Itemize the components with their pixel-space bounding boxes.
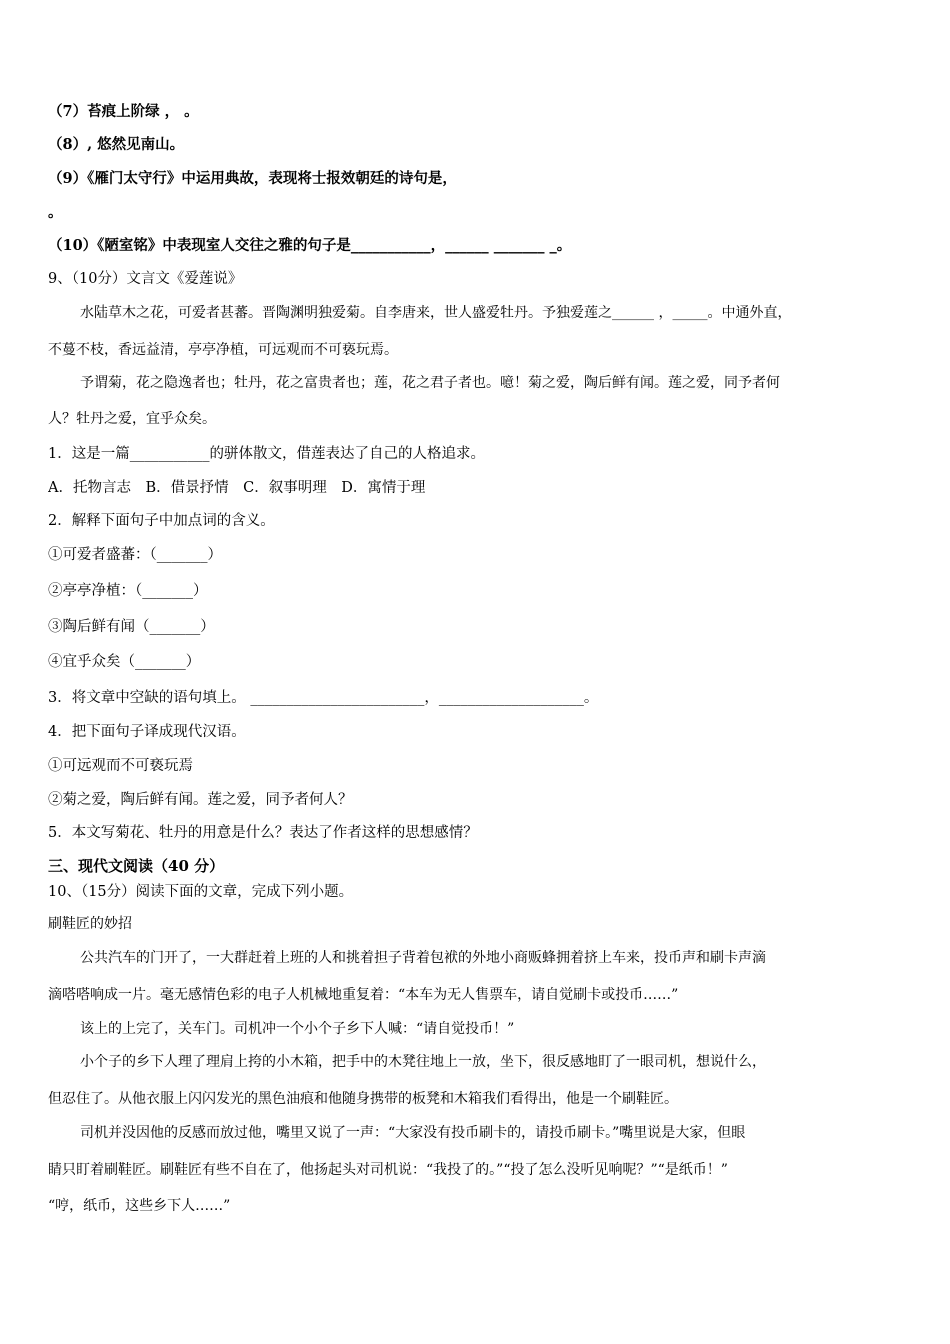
- sub-question-5: 5．本文写菊花、牡丹的用意是什么？表达了作者这样的思想感情？: [48, 825, 478, 841]
- article-paragraph-4-line-3: “哼，纸币，这些乡下人……”: [48, 1198, 231, 1214]
- passage-paragraph-2-line-2: 人？牡丹之爱，宜乎众矣。: [48, 411, 216, 427]
- article-paragraph-1-line-2: 滴嗒嗒响成一片。毫无感情色彩的电子人机械地重复着：“本车为无人售票车，请自觉刷卡或投币……”: [48, 987, 679, 1003]
- q10-line: （10）《陋室铭》中表现室人交往之雅的句子是___________，______ _______ _。: [48, 237, 572, 254]
- q8-line: （8）, 悠然见南山。: [48, 136, 185, 153]
- q9-line-cont: 。: [48, 204, 63, 221]
- article-paragraph-1-line-1: 公共汽车的门开了，一大群赶着上班的人和挑着担子背着包袱的外地小商贩蜂拥着挤上车来，投币声和刷卡声滴: [80, 950, 766, 966]
- q7-line: （7）苔痕上阶绿 ， 。: [48, 103, 199, 120]
- q9-line: （9）《雁门太守行》中运用典故，表现将士报效朝廷的诗句是，: [48, 170, 457, 187]
- article-paragraph-4-line-1: 司机并没因他的反感而放过他，嘴里又说了一声：“大家没有投币刷卡的，请投币刷卡。”嘴里说是大家，但眼: [80, 1125, 746, 1141]
- sub-question-2: 2．解释下面句子中加点词的含义。: [48, 513, 275, 529]
- question-9-heading: 9、（10分）文言文《爱莲说》: [48, 271, 243, 287]
- sub-question-2-item-3: ③陶后鲜有闻（_______）: [48, 619, 215, 635]
- question-10-heading: 10、（15分）阅读下面的文章，完成下列小题。: [48, 884, 354, 900]
- passage-paragraph-2-line-1: 予谓菊，花之隐逸者也；牡丹，花之富贵者也；莲，花之君子者也。噫！菊之爱，陶后鲜有闻。莲之爱，同予者何: [80, 375, 780, 391]
- passage-paragraph-1-line-2: 不蔓不枝，香远益清，亭亭净植，可远观而不可亵玩焉。: [48, 342, 398, 358]
- article-paragraph-3-line-2: 但忍住了。从他衣服上闪闪发光的黑色油痕和他随身携带的板凳和木箱我们看得出，他是一个刷鞋匠。: [48, 1091, 678, 1107]
- section-3-heading: 三、现代文阅读（40 分）: [48, 857, 225, 875]
- sub-question-4: 4．把下面句子译成现代汉语。: [48, 724, 246, 740]
- article-title: 刷鞋匠的妙招: [48, 916, 132, 932]
- sub-question-1-options: A．托物言志 B．借景抒情 C．叙事明理 D．寓情于理: [48, 480, 426, 496]
- sub-question-4-item-1: ①可远观而不可亵玩焉: [48, 758, 193, 774]
- article-paragraph-4-line-2: 睛只盯着刷鞋匠。刷鞋匠有些不自在了，他扬起头对司机说：“我投了的。”“投了怎么没听见响呢？”“是纸币！”: [48, 1162, 728, 1178]
- passage-paragraph-1-line-1: 水陆草木之花，可爱者甚蕃。晋陶渊明独爱菊。自李唐来，世人盛爱牡丹。予独爱莲之______ ，_____。中通外直，: [80, 305, 792, 321]
- article-paragraph-2: 该上的上完了，关车门。司机冲一个小个子乡下人喊：“请自觉投币！”: [80, 1021, 515, 1037]
- sub-question-2-item-1: ①可爱者盛蕃：（_______）: [48, 547, 222, 563]
- sub-question-1: 1．这是一篇___________的骈体散文，借莲表达了自己的人格追求。: [48, 446, 485, 462]
- article-paragraph-3-line-1: 小个子的乡下人理了理肩上挎的小木箱，把手中的木凳往地上一放，坐下，很反感地盯了一眼司机，想说什么，: [80, 1054, 766, 1070]
- sub-question-2-item-2: ②亭亭净植：（_______）: [48, 583, 208, 599]
- sub-question-3: 3．将文章中空缺的语句填上。 ________________________，____________________。: [48, 690, 599, 706]
- sub-question-4-item-2: ②菊之爱，陶后鲜有闻。莲之爱，同予者何人？: [48, 792, 353, 808]
- sub-question-2-item-4: ④宜乎众矣（_______）: [48, 654, 201, 670]
